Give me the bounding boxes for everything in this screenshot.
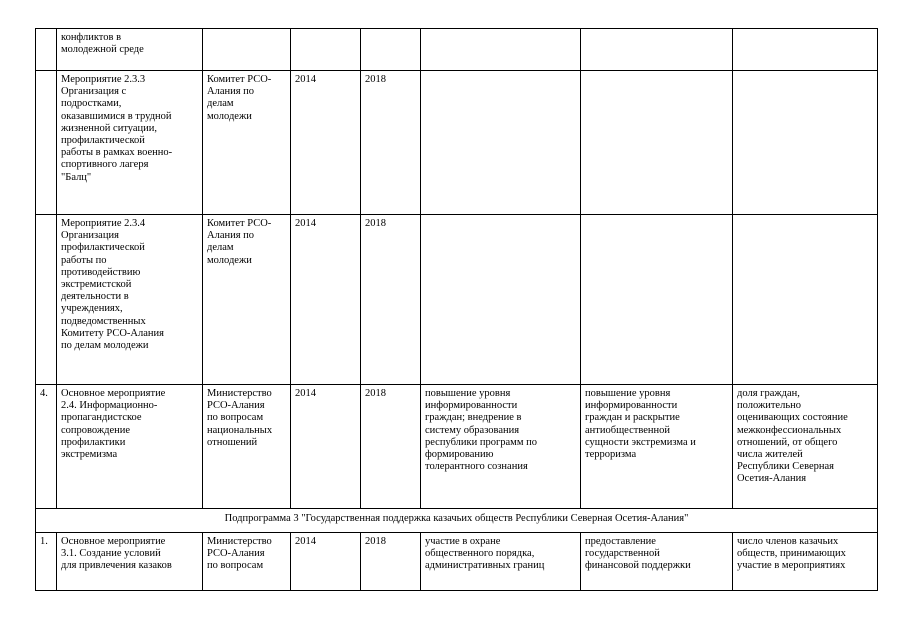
event-cell: Основное мероприятие 2.4. Информационно- пропагандистское сопровождение профилактики экстремизма bbox=[57, 385, 203, 509]
start-year-cell: 2014 bbox=[291, 385, 361, 509]
start-year-cell: 2014 bbox=[291, 71, 361, 215]
start-year-cell: 2014 bbox=[291, 215, 361, 385]
executor-cell: Комитет РСО- Алания по делам молодежи bbox=[203, 215, 291, 385]
table-row bbox=[36, 215, 878, 385]
consequences-cell bbox=[581, 71, 733, 215]
row-number-cell bbox=[36, 215, 57, 385]
row-number-cell: 1. bbox=[36, 533, 57, 591]
event-cell: конфликтов в молодежной среде bbox=[57, 29, 203, 71]
event-cell: Мероприятие 2.3.3 Организация с подростками, оказавшимися в трудной жизненной ситуации, профилактической работы в рамках военно- спортивного лагеря "Балц" bbox=[57, 71, 203, 215]
start-year-cell: 2014 bbox=[291, 533, 361, 591]
expected-result-cell: участие в охране общественного порядка, административных границ bbox=[421, 533, 581, 591]
indicator-cell bbox=[733, 71, 878, 215]
expected-result-cell bbox=[421, 71, 581, 215]
end-year-cell: 2018 bbox=[361, 71, 421, 215]
event-cell: Мероприятие 2.3.4 Организация профилактической работы по противодействию экстремистской деятельности в учреждениях, подведомственных Комитету РСО-Алания по делам молодежи bbox=[57, 215, 203, 385]
event-cell: Основное мероприятие 3.1. Создание условий для привлечения казаков bbox=[57, 533, 203, 591]
row-number-cell: 4. bbox=[36, 385, 57, 509]
table-row bbox=[36, 533, 878, 591]
indicator-cell bbox=[733, 215, 878, 385]
program-table bbox=[35, 28, 878, 591]
consequences-cell bbox=[581, 29, 733, 71]
executor-cell: Министерство РСО-Алания по вопросам национальных отношений bbox=[203, 385, 291, 509]
end-year-cell: 2018 bbox=[361, 215, 421, 385]
end-year-cell: 2018 bbox=[361, 533, 421, 591]
consequences-cell bbox=[581, 215, 733, 385]
expected-result-cell bbox=[421, 215, 581, 385]
subprogram-title: Подпрограмма 3 "Государственная поддержка казачьих обществ Республики Северная Осетия-Алания" bbox=[36, 509, 878, 533]
indicator-cell: доля граждан, положительно оценивающих состояние межконфессиональных отношений, от общего числа жителей Республики Северная Осетия-Алания bbox=[733, 385, 878, 509]
indicator-cell: число членов казачьих обществ, принимающих участие в мероприятиях bbox=[733, 533, 878, 591]
end-year-cell: 2018 bbox=[361, 385, 421, 509]
executor-cell bbox=[203, 29, 291, 71]
end-year-cell bbox=[361, 29, 421, 71]
executor-cell: Министерство РСО-Алания по вопросам bbox=[203, 533, 291, 591]
consequences-cell: предоставление государственной финансовой поддержки bbox=[581, 533, 733, 591]
expected-result-cell bbox=[421, 29, 581, 71]
indicator-cell bbox=[733, 29, 878, 71]
row-number-cell bbox=[36, 71, 57, 215]
consequences-cell: повышение уровня информированности граждан и раскрытие антиобщественной сущности экстремизма и терроризма bbox=[581, 385, 733, 509]
start-year-cell bbox=[291, 29, 361, 71]
row-number-cell bbox=[36, 29, 57, 71]
subprogram-row bbox=[36, 509, 878, 533]
executor-cell: Комитет РСО- Алания по делам молодежи bbox=[203, 71, 291, 215]
expected-result-cell: повышение уровня информированности граждан; внедрение в систему образования республики программ по формированию толерантного сознания bbox=[421, 385, 581, 509]
table-row bbox=[36, 385, 878, 509]
table-row bbox=[36, 71, 878, 215]
table-row bbox=[36, 29, 878, 71]
